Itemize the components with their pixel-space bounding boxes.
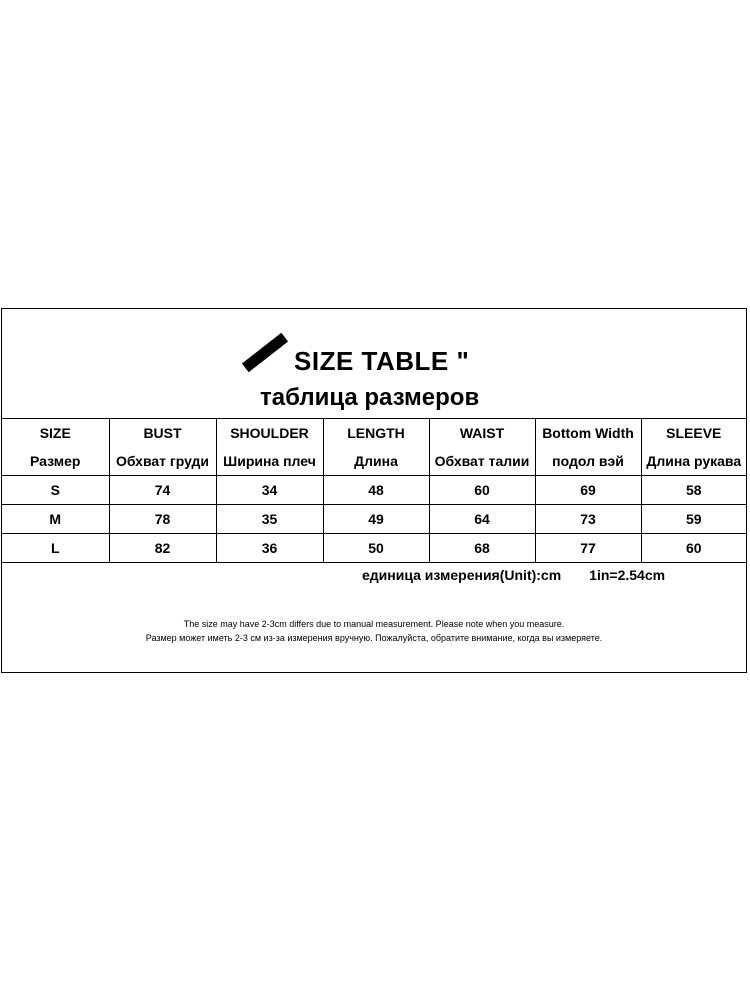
table-cell: 48 [323, 476, 429, 505]
column-header-en: SIZE [39, 425, 71, 441]
table-cell: S [2, 476, 109, 505]
table-cell: 69 [535, 476, 641, 505]
column-header-bust [109, 419, 216, 476]
table-cell: 60 [429, 476, 535, 505]
size-chart-header [2, 309, 746, 419]
table-cell: 78 [109, 505, 216, 534]
title-russian: таблица размеров [260, 384, 480, 411]
table-header-row [2, 419, 746, 476]
column-header-ru: Обхват талии [434, 453, 530, 469]
unit-conversion: 1in=2.54cm [589, 567, 666, 583]
table-cell: 58 [641, 476, 746, 505]
column-header-length [323, 419, 429, 476]
unit-info [362, 567, 665, 583]
unit-label: единица измерения(Unit):cm [362, 567, 562, 583]
size-table [2, 419, 746, 563]
column-header-ru: Длина [354, 453, 398, 469]
note-english: The size may have 2-3cm differs due to manual measurement. Please note when you measure. [183, 619, 565, 629]
column-header-ru: Размер [30, 453, 81, 469]
column-header-sleeve [641, 419, 746, 476]
table-cell: L [2, 534, 109, 563]
column-header-en: SHOULDER [230, 425, 309, 441]
column-header-ru: Длина рукава [646, 453, 742, 469]
table-cell: 34 [216, 476, 323, 505]
table-cell: 82 [109, 534, 216, 563]
column-header-size [2, 419, 109, 476]
column-header-en: LENGTH [347, 425, 405, 441]
table-row-s [2, 476, 746, 505]
column-header-en: SLEEVE [666, 425, 722, 441]
column-header-bottom-width [535, 419, 641, 476]
table-cell: 36 [216, 534, 323, 563]
column-header-shoulder [216, 419, 323, 476]
column-header-en: BUST [143, 425, 182, 441]
slash-decoration [242, 333, 288, 372]
column-header-ru: Ширина плеч [223, 453, 316, 469]
table-row-l [2, 534, 746, 563]
table-cell: 60 [641, 534, 746, 563]
note-russian: Размер может иметь 2-3 см из-за измерения вручную. Пожалуйста, обратите внимание, когда вы измеряете. [145, 633, 603, 643]
table-row-m [2, 505, 746, 534]
column-header-ru: Обхват груди [115, 453, 210, 469]
table-cell: 35 [216, 505, 323, 534]
table-cell: 64 [429, 505, 535, 534]
size-chart [1, 308, 747, 673]
column-header-en: Bottom Width [542, 425, 634, 441]
table-cell: 77 [535, 534, 641, 563]
table-cell: M [2, 505, 109, 534]
table-cell: 50 [323, 534, 429, 563]
column-header-waist [429, 419, 535, 476]
table-cell: 49 [323, 505, 429, 534]
table-cell: 68 [429, 534, 535, 563]
table-cell: 73 [535, 505, 641, 534]
title-english: SIZE TABLE " [294, 346, 470, 376]
table-cell: 74 [109, 476, 216, 505]
column-header-en: WAIST [459, 425, 505, 441]
column-header-ru: подол вэй [552, 453, 624, 469]
table-cell: 59 [641, 505, 746, 534]
